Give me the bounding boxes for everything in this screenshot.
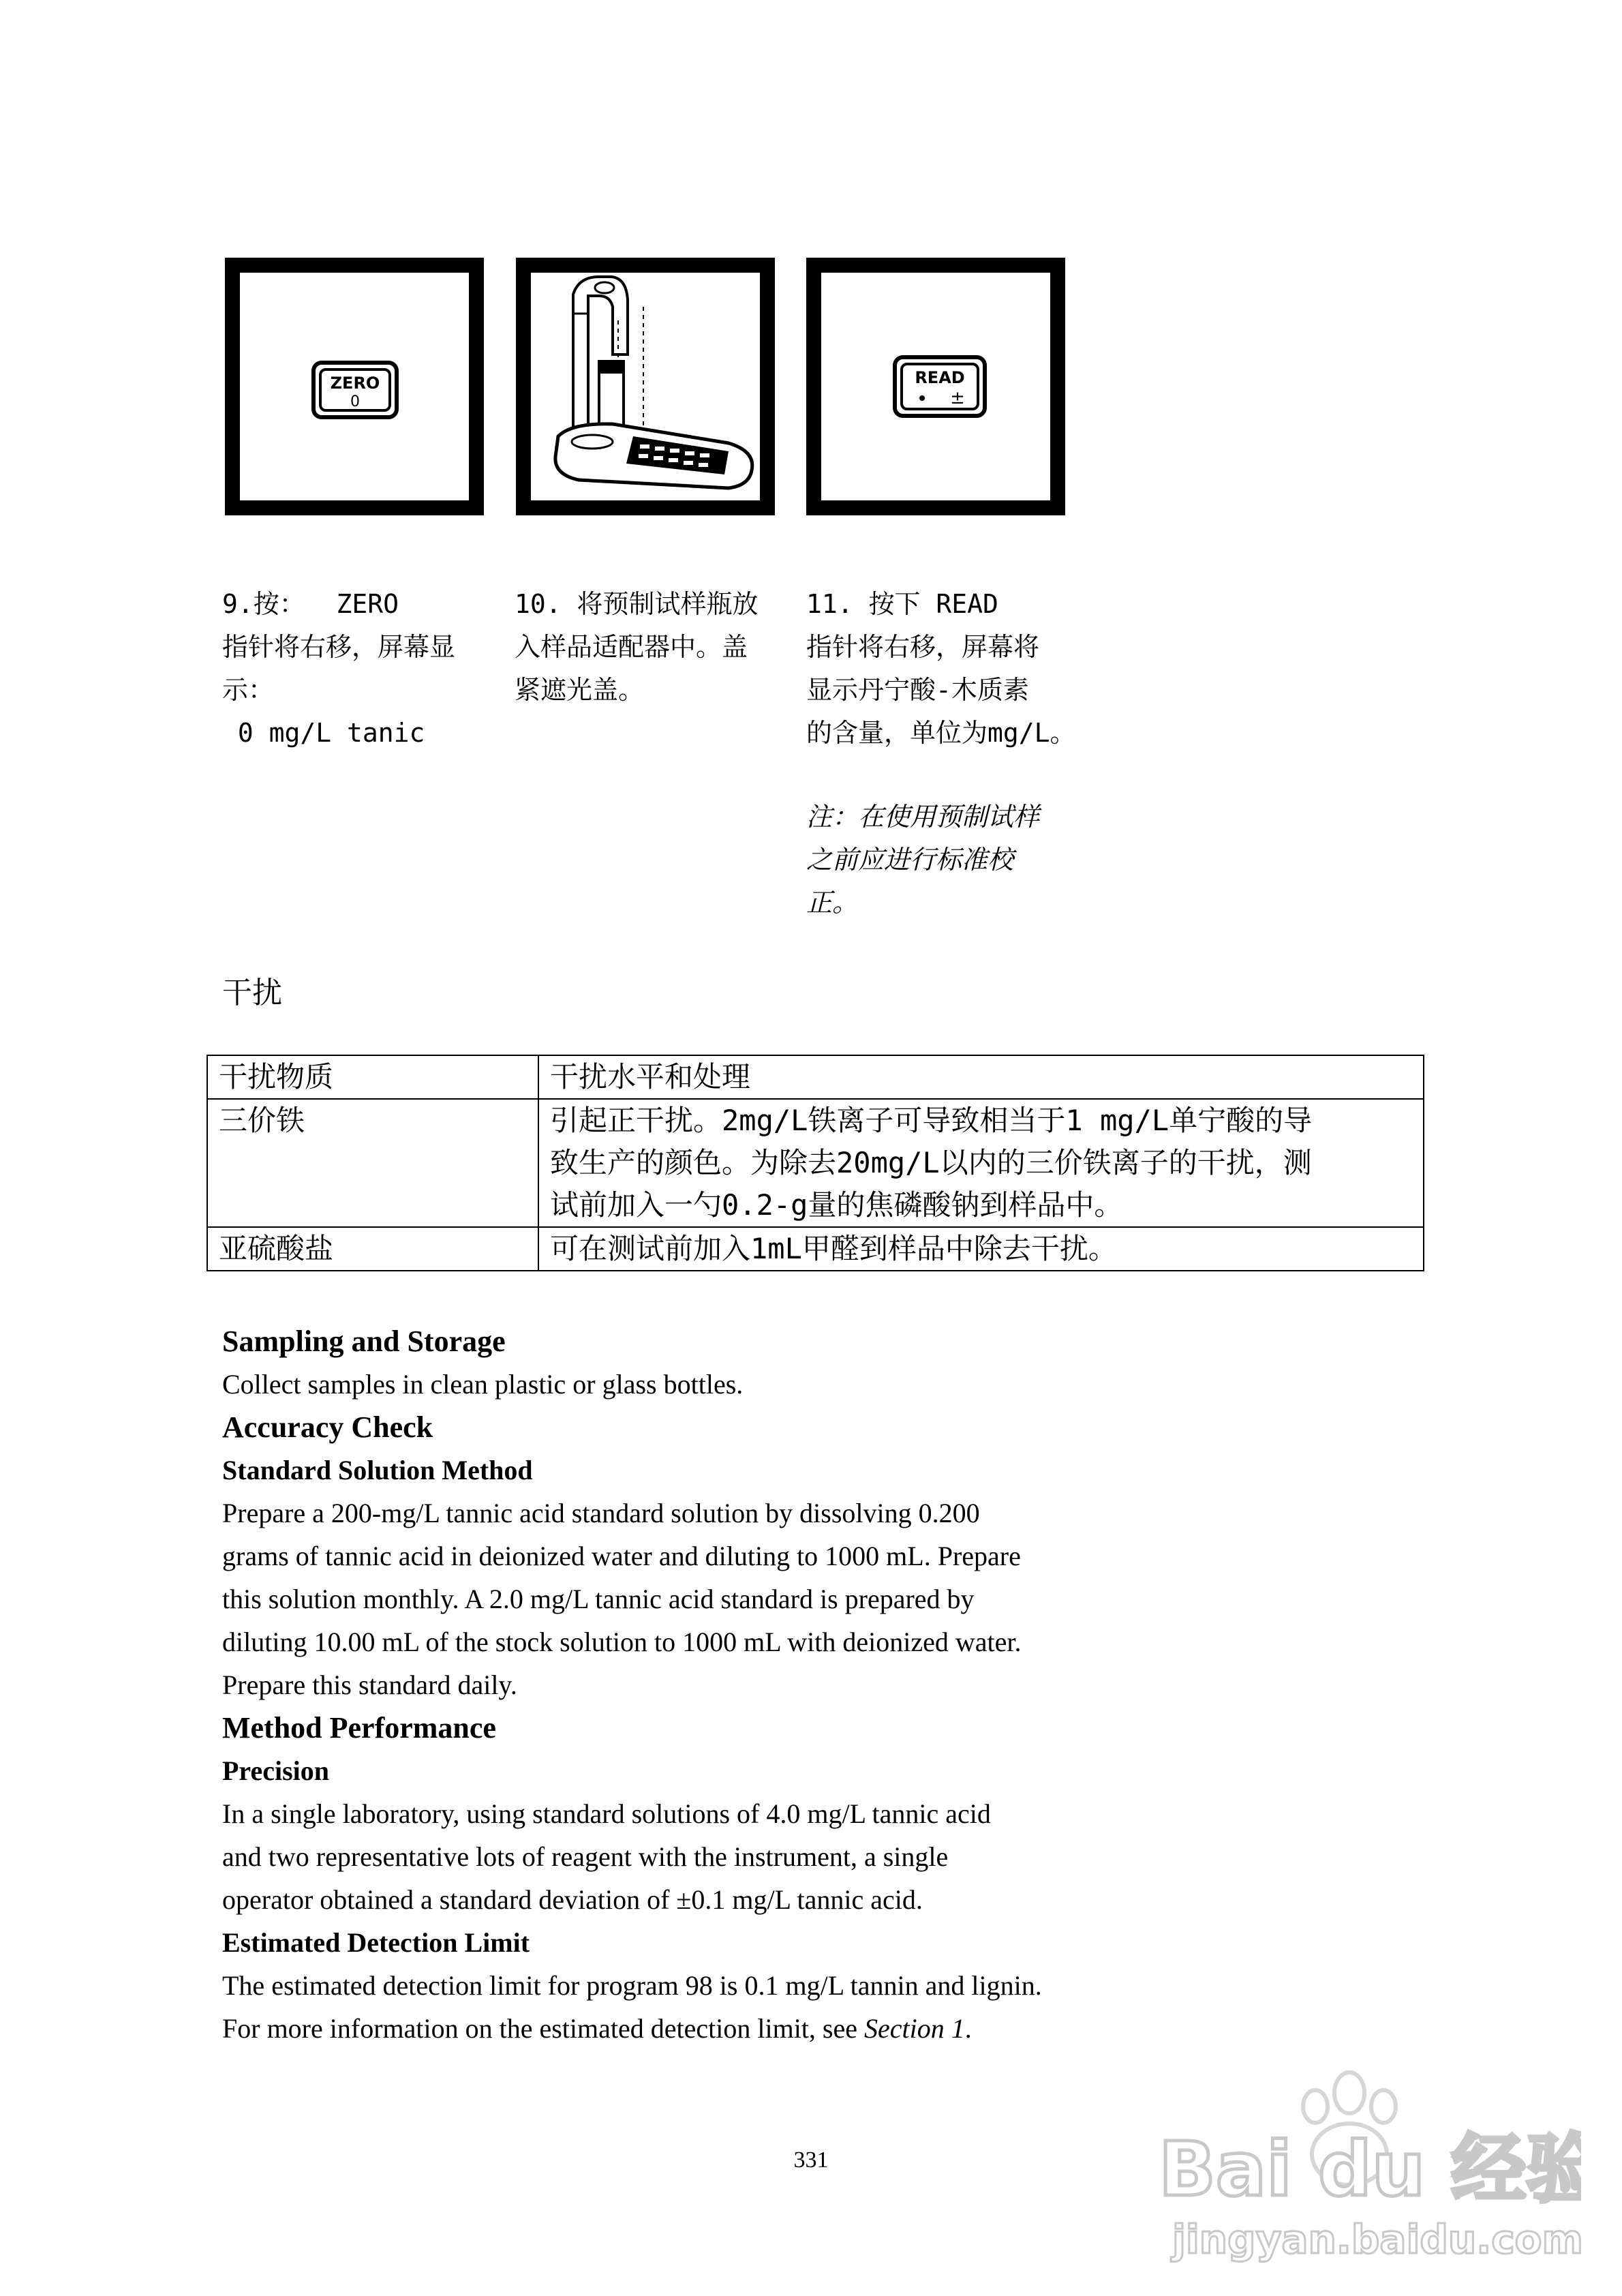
- step-11-line-1: 11. 按下 READ: [806, 589, 998, 619]
- edl-line: [222, 2007, 1422, 2050]
- performance-heading: Method Performance: [222, 1711, 496, 1744]
- read-key-icon: [821, 273, 1050, 500]
- zero-key-sublabel: 0: [350, 393, 360, 410]
- step-11-line-4: 的含量，单位为mg/L。: [806, 718, 1076, 748]
- edl-line-suffix: .: [964, 2013, 972, 2044]
- step-11-note-line-2: 之前应进行标准校: [806, 845, 1014, 875]
- step-9-line-4: 0 mg/L tanic: [222, 718, 425, 748]
- accuracy-line: this solution monthly. A 2.0 mg/L tannic acid standard is prepared by: [222, 1584, 975, 1614]
- read-key-figure: [806, 258, 1065, 515]
- step-9-line-1: 9.按： ZERO: [222, 589, 399, 619]
- read-key-sublabel: ±: [950, 388, 965, 408]
- read-key-dot-icon: [919, 395, 925, 401]
- table-row: [207, 1227, 1424, 1271]
- section-reference: Section 1: [864, 2013, 965, 2044]
- step-9-line-3: 示：: [222, 675, 275, 705]
- accuracy-line: Prepare this standard daily.: [222, 1670, 517, 1700]
- baidu-paw-logo-icon: [1145, 2052, 1581, 2263]
- precision-line: and two representative lots of reagent with the instrument, a single: [222, 1841, 949, 1872]
- step-11-line-3: 显示丹宁酸-木质素: [806, 675, 1029, 705]
- step-10-line-1: 10. 将预制试样瓶放: [515, 589, 759, 619]
- standard-solution-heading: Standard Solution Method: [222, 1455, 533, 1485]
- table-cell-substance: 三价铁: [207, 1099, 538, 1227]
- zero-key-icon: [240, 273, 469, 500]
- precision-line: operator obtained a standard deviation of ±0.1 mg/L tannic acid.: [222, 1884, 923, 1915]
- step-9-line-2: 指针将右移，屏幕显: [222, 632, 456, 662]
- zero-key-label: ZERO: [330, 374, 380, 393]
- table-cell-treatment: [538, 1099, 1424, 1227]
- treatment-line: 致生产的颜色。为除去20mg/L以内的三价铁离子的干扰，测: [550, 1146, 1312, 1179]
- page-number: 331: [793, 2147, 829, 2173]
- sampling-heading: Sampling and Storage: [222, 1325, 506, 1358]
- step-11-line-2: 指针将右移，屏幕将: [806, 632, 1040, 662]
- sampling-text: Collect samples in clean plastic or glass bottles.: [222, 1369, 744, 1400]
- table-cell-treatment: 可在测试前加入1mL甲醛到样品中除去干扰。: [538, 1227, 1424, 1271]
- zero-key-figure: [225, 258, 484, 515]
- step-10-line-2: 入样品适配器中。盖: [515, 632, 748, 662]
- table-header-treatment: 干扰水平和处理: [538, 1055, 1424, 1099]
- accuracy-line: grams of tannic acid in deionized water and diluting to 1000 mL. Prepare: [222, 1541, 1021, 1571]
- precision-line: In a single laboratory, using standard solutions of 4.0 mg/L tannic acid: [222, 1798, 991, 1829]
- accuracy-line: diluting 10.00 mL of the stock solution to 1000 mL with deionized water.: [222, 1627, 1022, 1657]
- step-10-line-3: 紧遮光盖。: [515, 675, 645, 705]
- body-text: [222, 1320, 1422, 2050]
- instrument-icon: [531, 273, 760, 500]
- interference-heading: 干扰: [222, 976, 282, 1010]
- step-11-note-line-3: 正。: [806, 888, 859, 918]
- step-11-note-line-1: 注：在使用预制试样: [806, 802, 1040, 832]
- table-header-substance: 干扰物质: [207, 1055, 538, 1099]
- watermark-url: jingyan.baidu.com: [1172, 2216, 1581, 2263]
- read-key-label: READ: [915, 368, 965, 387]
- table-row: [207, 1099, 1424, 1227]
- edl-line-text: For more information on the estimated detection limit, see: [222, 2013, 864, 2044]
- treatment-line: 引起正干扰。2mg/L铁离子可导致相当于1 mg/L单宁酸的导: [550, 1104, 1313, 1137]
- watermark-brand: Bai du 经验: [1159, 2126, 1581, 2213]
- accuracy-line: Prepare a 200-mg/L tannic acid standard solution by dissolving 0.200: [222, 1498, 980, 1528]
- table-cell-substance: 亚硫酸盐: [207, 1227, 538, 1271]
- interference-table: [206, 1055, 1424, 1271]
- instrument-figure: [516, 258, 775, 515]
- accuracy-heading: Accuracy Check: [222, 1410, 433, 1444]
- precision-heading: Precision: [222, 1755, 330, 1786]
- edl-heading: Estimated Detection Limit: [222, 1927, 530, 1958]
- step-10-text: [515, 583, 787, 712]
- edl-line: The estimated detection limit for program 98 is 0.1 mg/L tannin and lignin.: [222, 1970, 1042, 2001]
- step-11-note: [806, 796, 1079, 924]
- step-9-text: [222, 583, 495, 755]
- baidu-watermark: [1145, 2052, 1581, 2263]
- treatment-line: 试前加入一勺0.2-g量的焦磷酸钠到样品中。: [550, 1188, 1123, 1222]
- step-11-text: [806, 583, 1079, 924]
- table-header-row: [207, 1055, 1424, 1099]
